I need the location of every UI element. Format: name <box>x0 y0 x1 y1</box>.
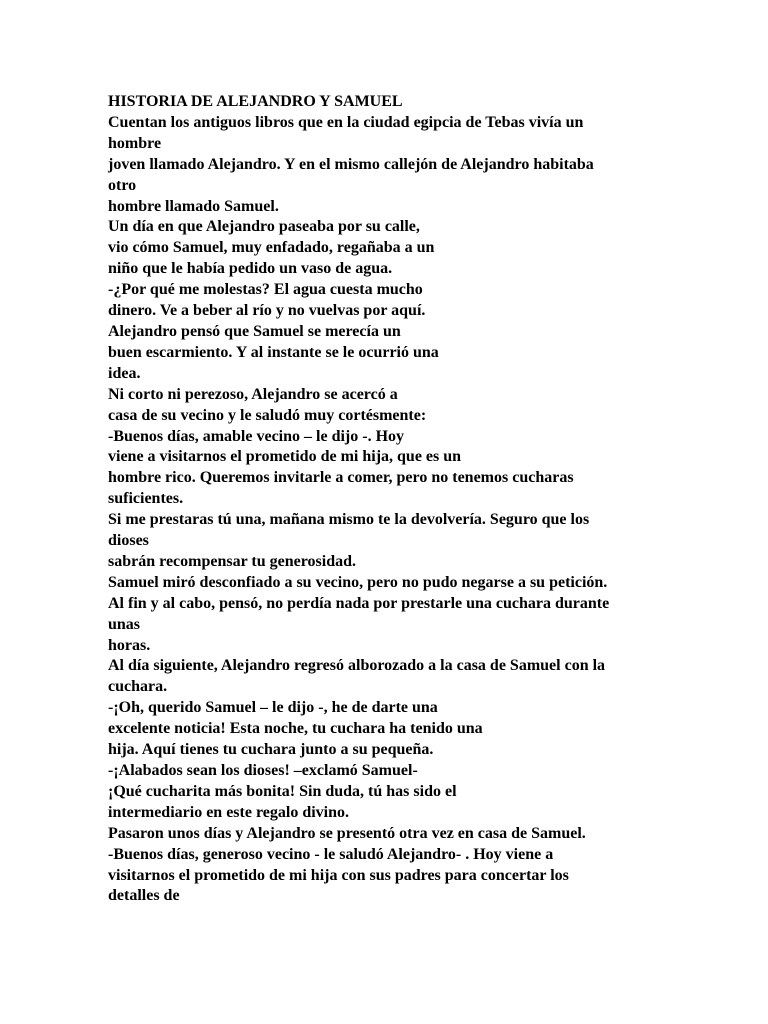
text-line: vio cómo Samuel, muy enfadado, regañaba a un <box>108 239 435 257</box>
text-line: Ni corto ni perezoso, Alejandro se acercó a <box>108 385 398 403</box>
text-line: joven llamado Alejandro. Y en el mismo callejón de Alejandro habitaba <box>108 155 594 173</box>
text-line: -Buenos días, amable vecino – le dijo -. Hoy <box>108 427 405 445</box>
text-line: dinero. Ve a beber al río y no vuelvas por aquí. <box>108 302 426 320</box>
text-line: Pasaron unos días y Alejandro se presentó otra vez en casa de Samuel. <box>108 824 586 842</box>
text-line: cuchara. <box>108 678 168 696</box>
text-line: niño que le había pedido un vaso de agua. <box>108 260 393 278</box>
text-line: -¡Alabados sean los dioses! –exclamó Samuel- <box>108 762 418 779</box>
text-line: visitarnos el prometido de mi hija con sus padres para concertar los <box>108 866 569 884</box>
text-line: hija. Aquí tienes tu cuchara junto a su pequeña. <box>108 741 434 759</box>
text-line: Al día siguiente, Alejandro regresó alborozado a la casa de Samuel con la <box>108 657 606 675</box>
text-line: dioses <box>108 532 149 550</box>
story-title: HISTORIA DE ALEJANDRO Y SAMUEL <box>108 93 403 110</box>
text-line: suficientes. <box>108 490 184 508</box>
text-line: otro <box>108 176 137 194</box>
text-line: casa de su vecino y le saludó muy cortésmente: <box>108 406 427 424</box>
text-line: Si me prestaras tú una, mañana mismo te la devolvería. Seguro que los <box>108 511 590 529</box>
text-line: intermediario en este regalo divino. <box>108 803 349 821</box>
text-line: detalles de <box>108 887 180 905</box>
text-line: idea. <box>108 364 141 382</box>
text-line: excelente noticia! Esta noche, tu cuchara ha tenido una <box>108 720 483 738</box>
text-line: ¡Qué cucharita más bonita! Sin duda, tú has sido el <box>108 782 457 800</box>
story-text <box>108 92 668 907</box>
text-line: viene a visitarnos el prometido de mi hija, que es un <box>108 448 462 466</box>
text-line: -¡Oh, querido Samuel – le dijo -, he de darte una <box>108 699 438 717</box>
text-line: horas. <box>108 636 151 654</box>
text-line: unas <box>108 615 141 633</box>
text-line: Un día en que Alejandro paseaba por su calle, <box>108 218 420 236</box>
text-line: -Buenos días, generoso vecino - le saludó Alejandro- . Hoy viene a <box>108 845 554 863</box>
text-line: hombre <box>108 134 162 152</box>
text-line: Cuentan los antiguos libros que en la ciudad egipcia de Tebas vivía un <box>108 113 584 131</box>
text-line: sabrán recompensar tu generosidad. <box>108 552 357 570</box>
text-line: Alejandro pensó que Samuel se merecía un <box>108 322 401 340</box>
text-line: hombre rico. Queremos invitarle a comer, pero no tenemos cucharas <box>108 469 574 487</box>
text-line: buen escarmiento. Y al instante se le ocurrió una <box>108 343 439 361</box>
text-line: Samuel miró desconfiado a su vecino, pero no pudo negarse a su petición. <box>108 573 608 591</box>
text-line: -¿Por qué me molestas? El agua cuesta mucho <box>108 281 423 299</box>
text-line: Al fin y al cabo, pensó, no perdía nada por prestarle una cuchara durante <box>108 594 610 612</box>
text-line: hombre llamado Samuel. <box>108 197 279 215</box>
